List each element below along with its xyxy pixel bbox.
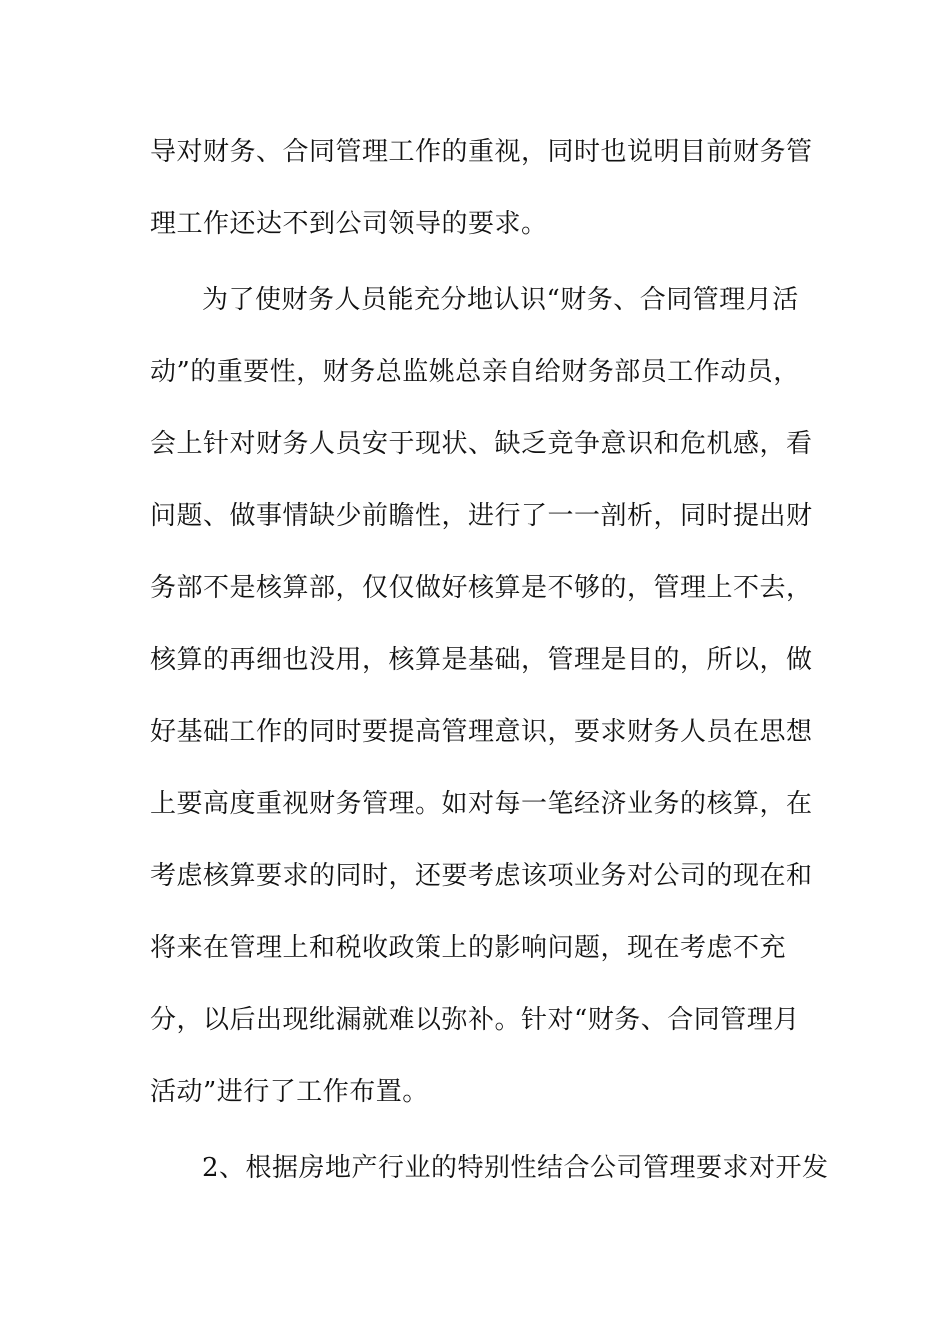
text-line: 问题、做事情缺少前瞻性，进行了一一剖析，同时提出财 bbox=[150, 501, 813, 531]
text-line: 考虑核算要求的同时，还要考虑该项业务对公司的现在和 bbox=[150, 861, 813, 891]
text-line: 导对财务、合同管理工作的重视，同时也说明目前财务管 bbox=[150, 137, 813, 167]
text-line: 将来在管理上和税收政策上的影响问题，现在考虑不充 bbox=[150, 933, 787, 963]
paragraph-first-line: 为了使财务人员能充分地认识“财务、合同管理月活 bbox=[202, 285, 799, 315]
text-line: 动”的重要性，财务总监姚总亲自给财务部员工作动员， bbox=[150, 357, 800, 387]
text-line: 好基础工作的同时要提高管理意识，要求财务人员在思想 bbox=[150, 717, 813, 747]
text-line: 会上针对财务人员安于现状、缺乏竞争意识和危机感，看 bbox=[150, 429, 813, 459]
text-line: 上要高度重视财务管理。如对每一笔经济业务的核算，在 bbox=[150, 789, 813, 819]
text-line: 分，以后出现纰漏就难以弥补。针对“财务、合同管理月 bbox=[150, 1005, 800, 1035]
text-line: 务部不是核算部，仅仅做好核算是不够的，管理上不去， bbox=[150, 573, 813, 603]
text-line: 核算的再细也没用，核算是基础，管理是目的，所以，做 bbox=[150, 645, 813, 675]
paragraph-first-line: 2、根据房地产行业的特别性结合公司管理要求对开发 bbox=[202, 1153, 829, 1183]
text-line: 活动”进行了工作布置。 bbox=[150, 1077, 429, 1107]
text-line: 理工作还达不到公司领导的要求。 bbox=[150, 209, 548, 239]
